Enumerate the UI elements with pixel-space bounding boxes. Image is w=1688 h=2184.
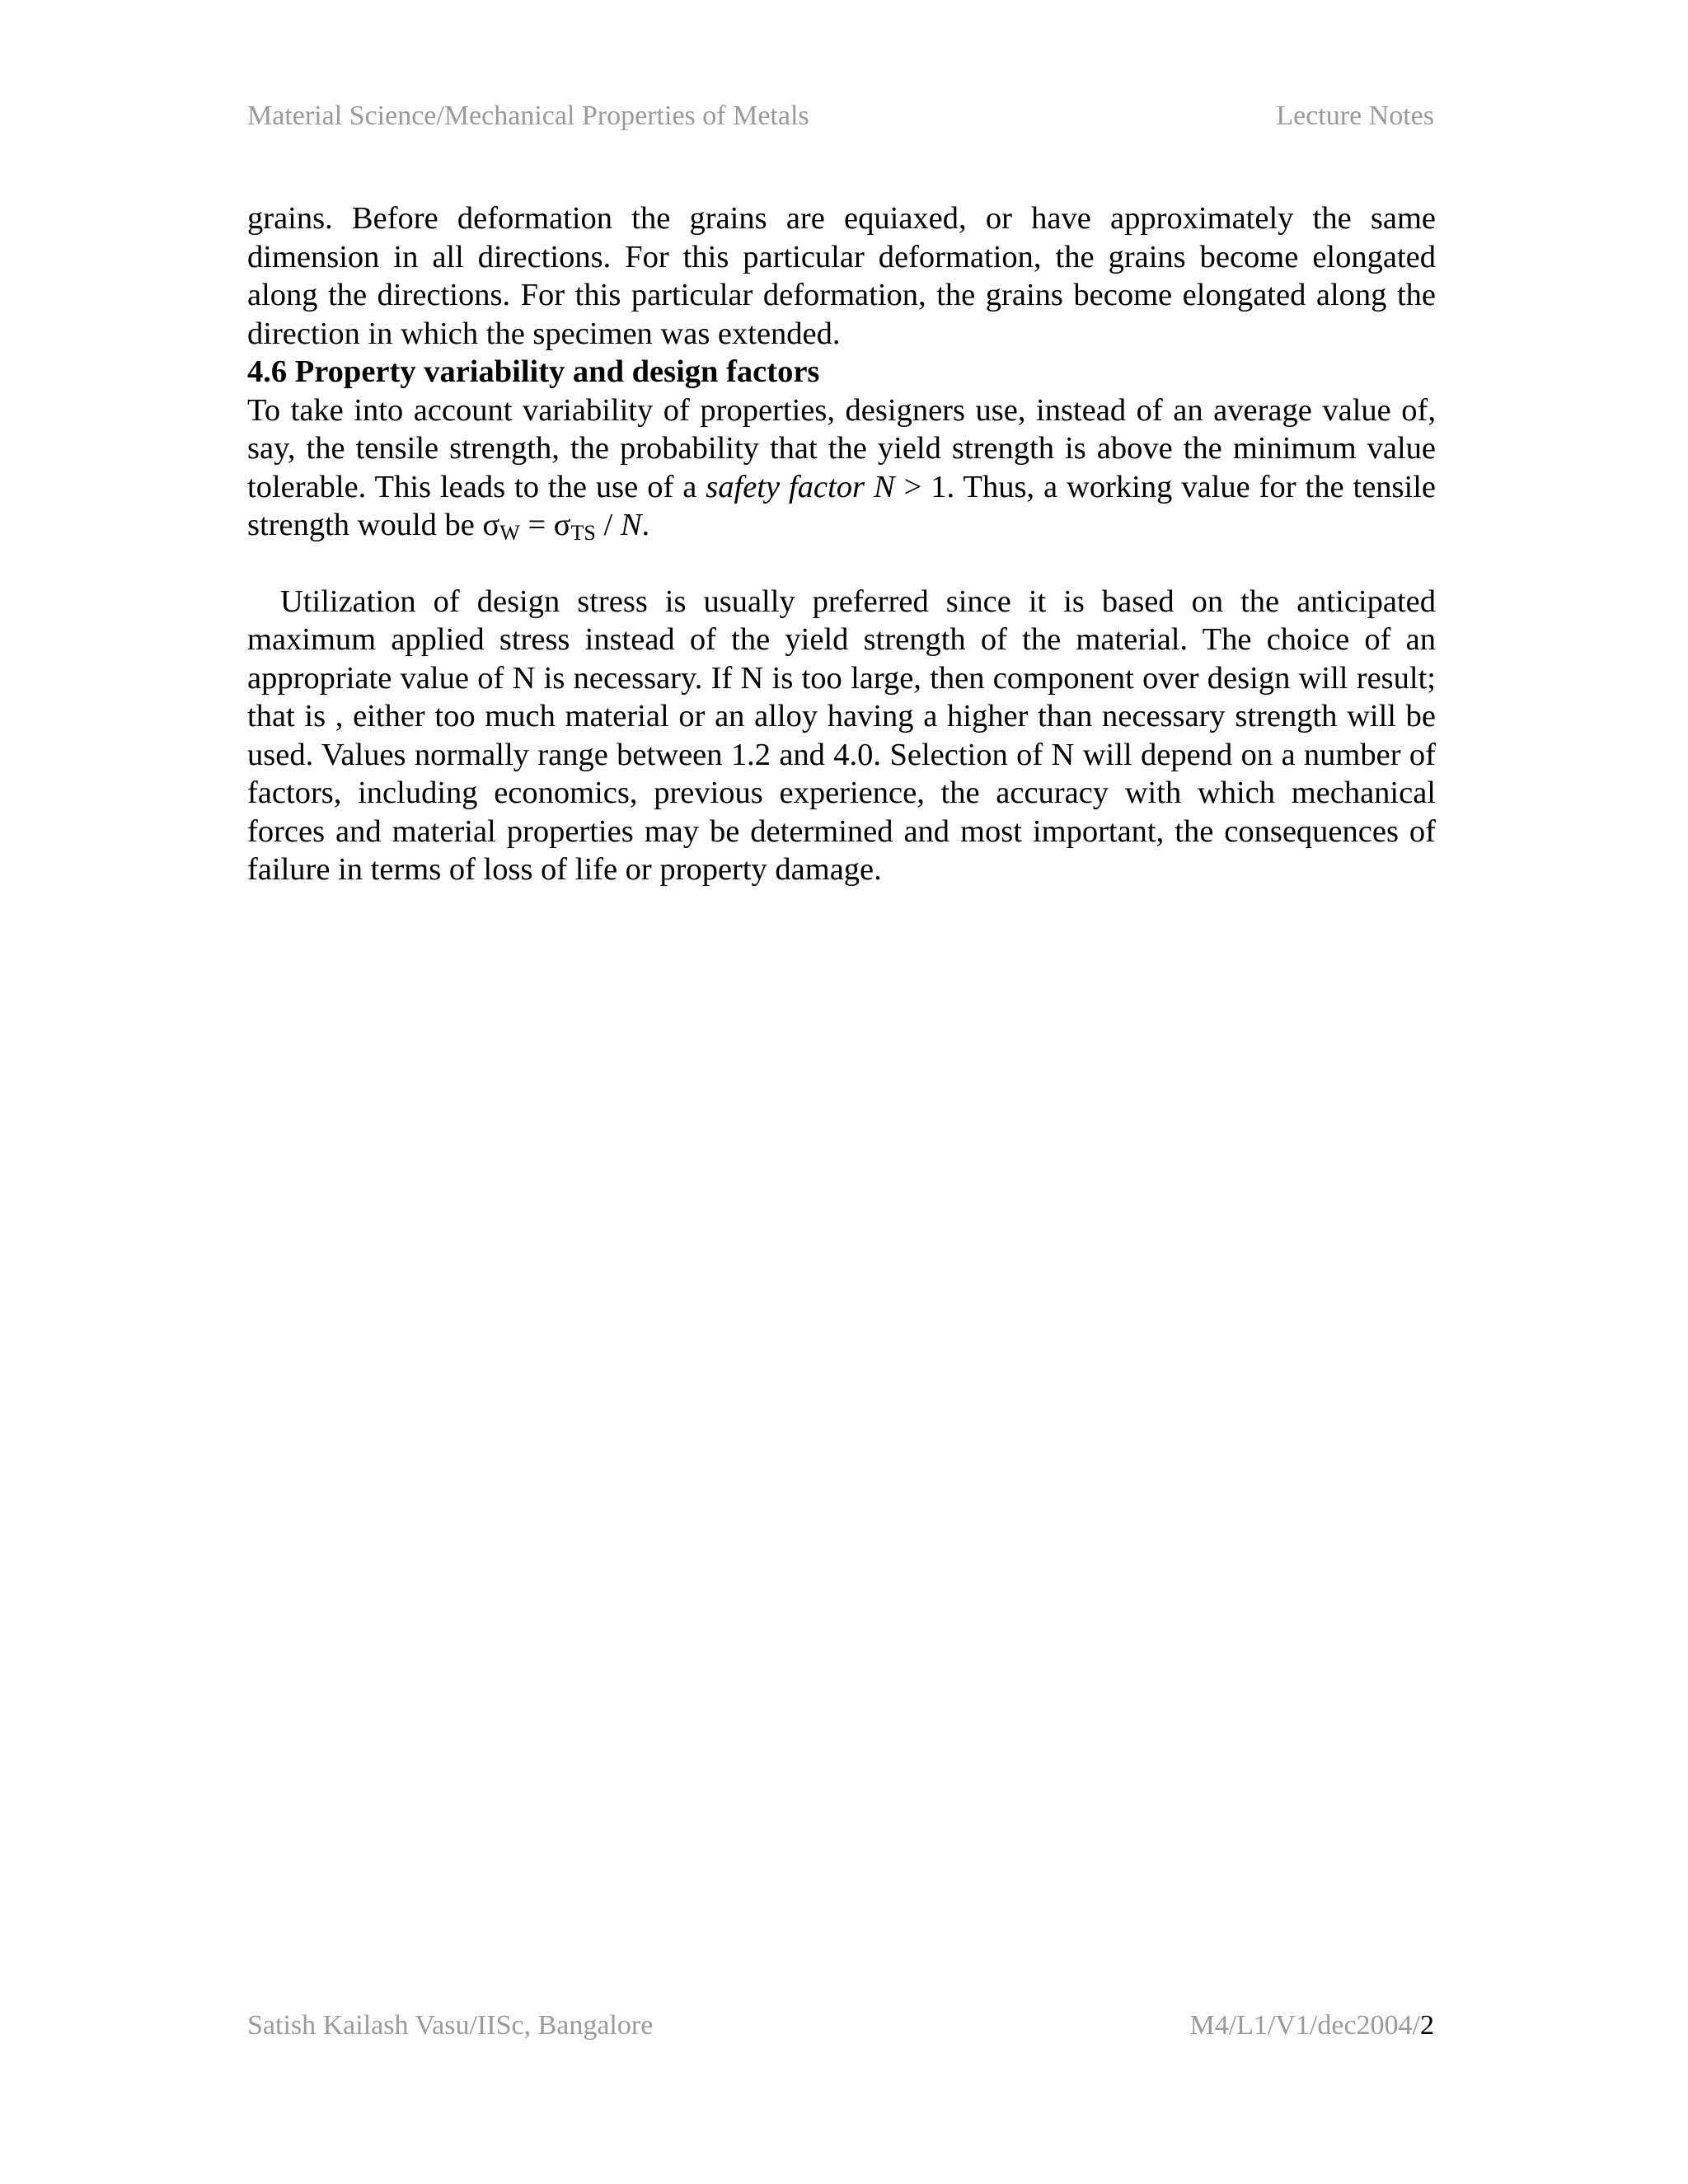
sigma-symbol: σ	[553, 508, 571, 542]
page-content	[247, 199, 1436, 889]
header-course-title: Material Science/Mechanical Properties of Metals	[247, 101, 809, 131]
header-doc-type: Lecture Notes	[1276, 101, 1434, 131]
subscript-w: W	[499, 521, 520, 545]
footer-doc-code: M4/L1/V1/dec2004/	[1189, 2010, 1420, 2041]
paragraph-grains: grains. Before deformation the grains are equiaxed, or have approximately the same dimension in all directions. For this particular deformation, the grains become elongated along the directions. For this particular deformation, the grains become elongated along the direction in which the specimen was extended.	[247, 201, 1436, 351]
var-n: N	[620, 508, 642, 542]
period: .	[641, 508, 650, 542]
sigma-symbol: σ	[482, 508, 500, 542]
term-safety-factor: safety factor	[706, 469, 865, 504]
paragraph-design-stress: Utilization of design stress is usually preferred since it is based on the anticipated maximum applied stress instead of the yield strength of the material. The choice of an appropriate value of N is necessary. If N is too large, then component over design will result; that is , either too much material or an alloy having a higher than necessary strength will be used. Values normally range between 1.2 and 4.0. Selection of N will depend on a number of factors, including economics, previous experience, the accuracy with which mechanical forces and material properties may be determined and most important, the consequences of failure in terms of loss of life or property damage.	[247, 583, 1436, 887]
paragraph-safety-factor	[247, 391, 1436, 545]
footer-author: Satish Kailash Vasu/IISc, Bangalore	[247, 2010, 654, 2041]
page-footer	[247, 2009, 1434, 2042]
equals-sign: =	[519, 508, 554, 542]
text-run: To take into account variability of properties, designers use, instead of an average value of, say, the tensile strength, the probability that the yield strength is above the minimum value tolerable. This leads to the use of a	[247, 392, 1436, 504]
text-space	[865, 470, 874, 504]
section-heading: 4.6 Property variability and design factors	[247, 354, 820, 389]
footer-doc-id	[1189, 2009, 1434, 2042]
page-number: 2	[1420, 2010, 1434, 2041]
subscript-ts: TS	[570, 521, 596, 545]
slash: /	[595, 508, 621, 542]
text-run: > 1. Thus, a working value for the tensile strength would be	[247, 469, 1437, 542]
page-header	[247, 100, 1434, 133]
var-n: N	[873, 469, 895, 504]
